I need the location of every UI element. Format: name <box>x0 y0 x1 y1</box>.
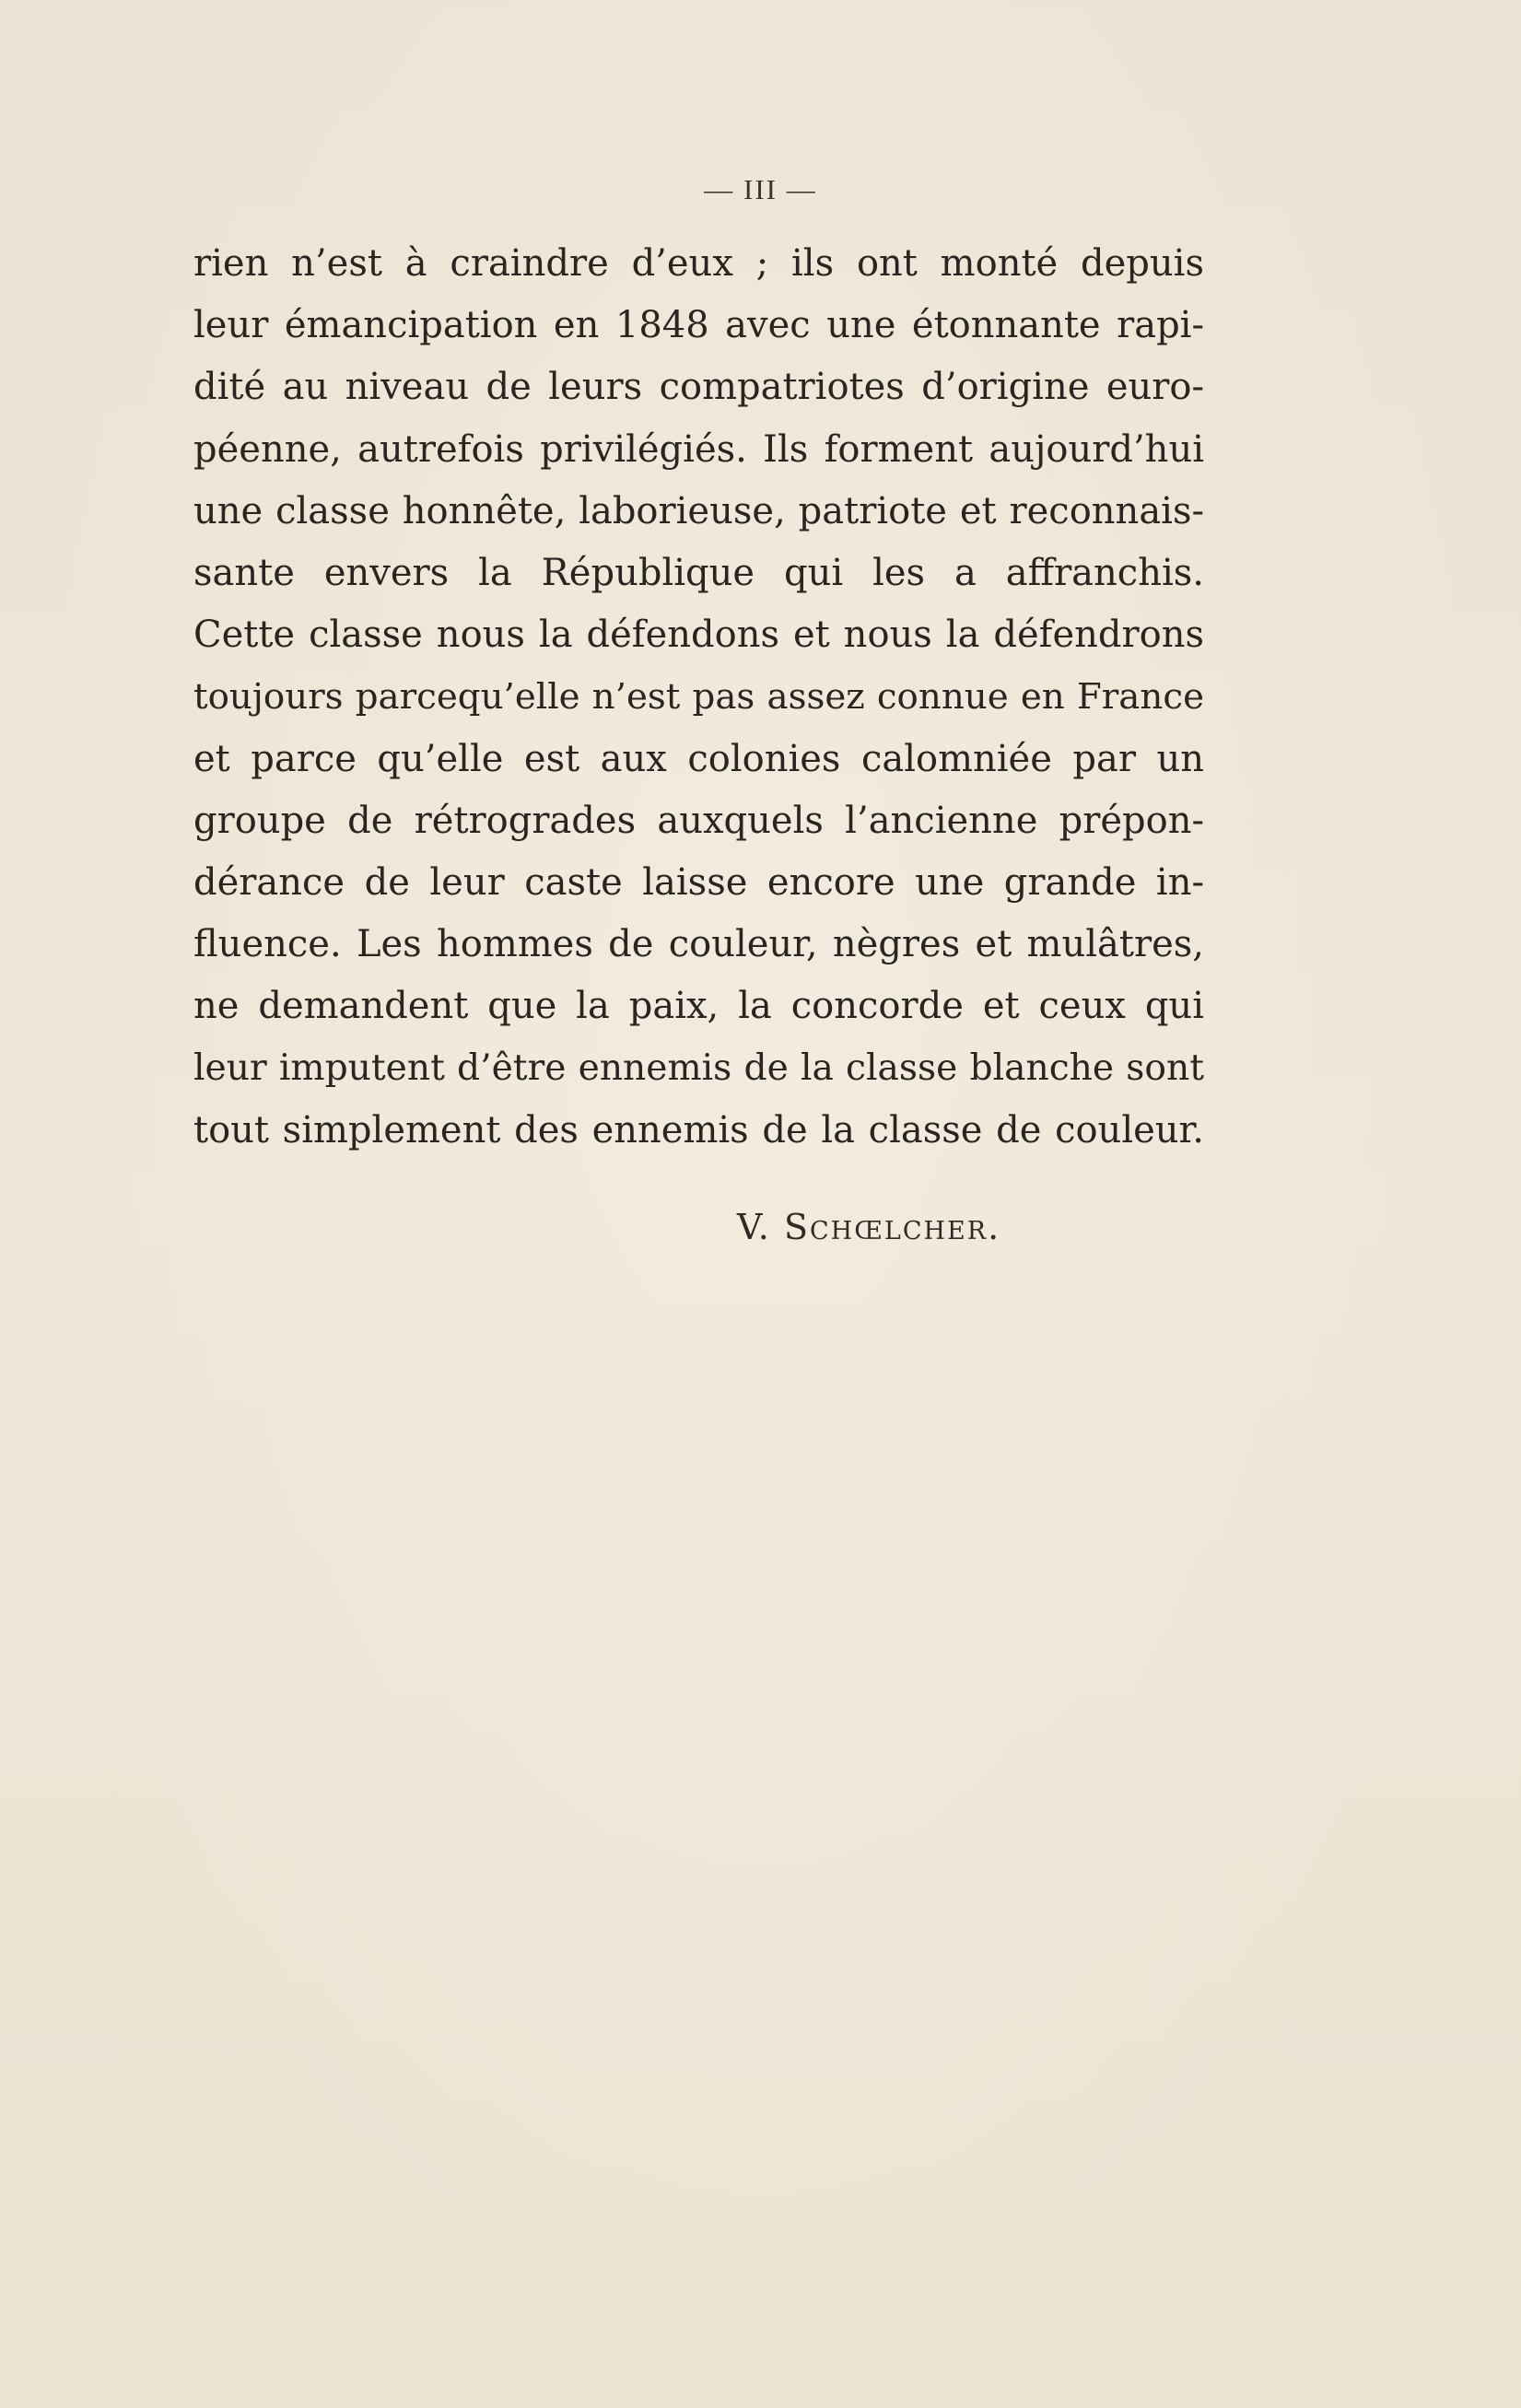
page-number: — III — <box>704 173 817 205</box>
text-line: péenne, autrefois privilégiés. Ils forment aujourd’hui <box>193 427 1204 471</box>
text-line: tout simplement des ennemis de la classe de couleur. <box>193 1108 1204 1151</box>
text-line: leur émancipation en 1848 avec une étonnante rapi- <box>193 304 1204 347</box>
text-line: fluence. Les hommes de couleur, nègres et mulâtres, <box>193 923 1204 966</box>
text-line: ne demandent que la paix, la concorde et ceux qui <box>193 985 1204 1028</box>
text-line: rien n’est à craindre d’eux ; ils ont monté depuis <box>193 242 1204 285</box>
text-line: leur imputent d’être ennemis de la classe blanche sont <box>193 1047 1204 1090</box>
signature-text: V. Schœlcher. <box>737 1207 1001 1247</box>
text-line: groupe de rétrogrades auxquels l’ancienne prépon- <box>193 799 1204 842</box>
text-line: sante envers la République qui les a affranchis. <box>193 551 1204 594</box>
author-signature <box>737 1207 1000 1247</box>
text-line: Cette classe nous la défendons et nous la défendrons <box>193 614 1204 657</box>
text-line: une classe honnête, laborieuse, patriote et reconnais- <box>193 489 1204 532</box>
text-line: toujours parcequ’elle n’est pas assez connue en France <box>193 676 1204 719</box>
text-line: et parce qu’elle est aux colonies calomniée par un <box>193 737 1204 780</box>
text-line: dérance de leur caste laisse encore une grande in- <box>193 860 1204 904</box>
body-paragraph <box>193 233 1204 1162</box>
text-line: dité au niveau de leurs compatriotes d’origine euro- <box>193 366 1204 409</box>
